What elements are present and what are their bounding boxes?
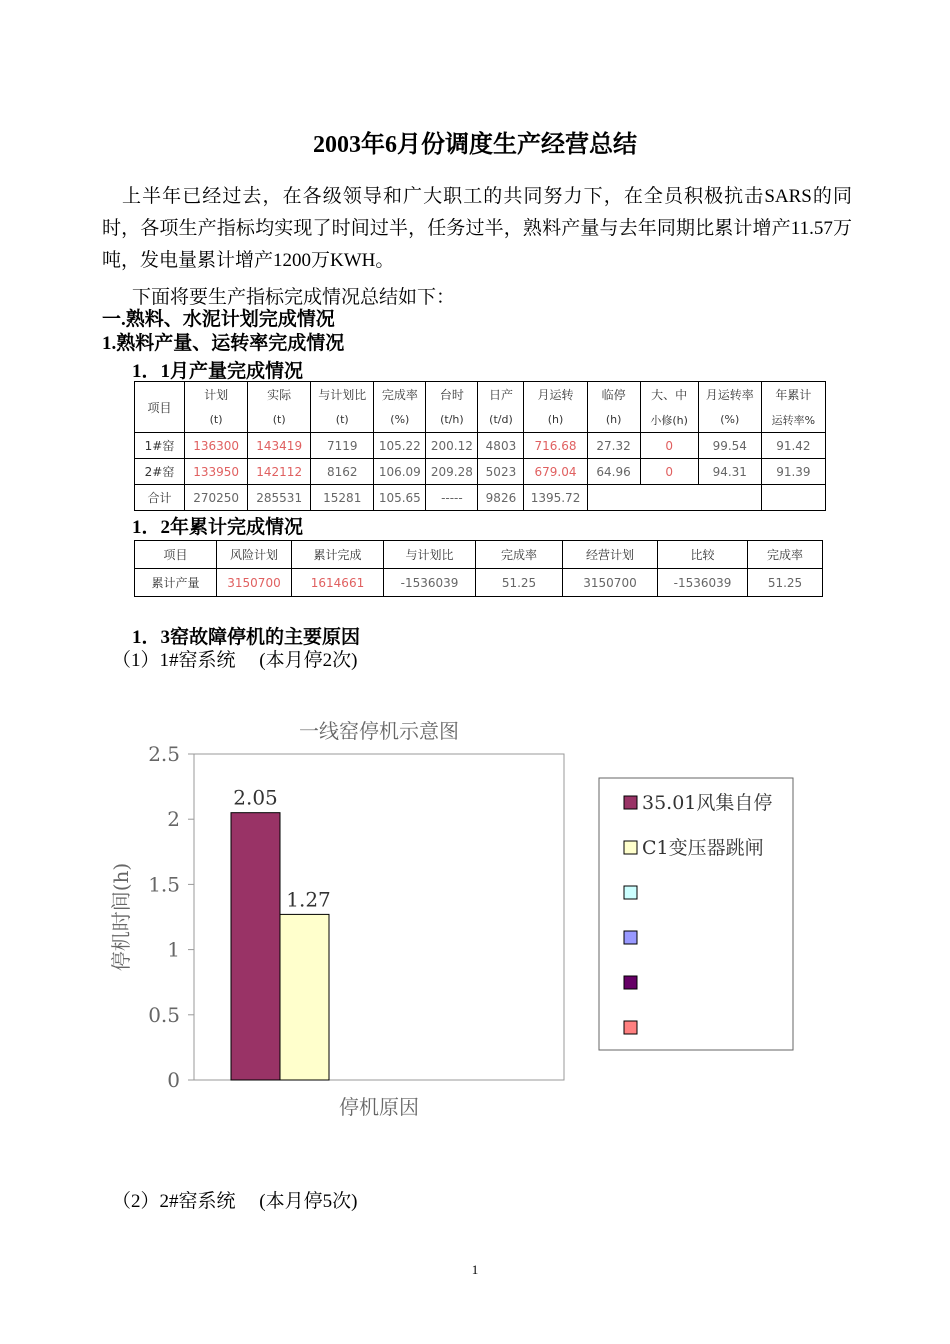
table-cell: 51.25 [748,569,823,597]
table-cell: 0 [640,459,698,485]
kiln2-subheading: （2）2#窑系统 (本月停5次) [112,1191,358,1212]
table-cell: 3150700 [217,569,292,597]
table-cell: 9826 [478,485,524,511]
header-cell: 比较 [658,541,748,569]
unit-cell: (t) [248,407,311,433]
table-unit-row [135,407,826,433]
bar-data-label: 1.27 [286,887,331,912]
table-cell: 8162 [311,459,374,485]
header-cell: 完成率 [374,382,426,408]
unit-cell: (t/d) [478,407,524,433]
table-cell: 91.42 [761,433,825,459]
table-cell: 4803 [478,433,524,459]
table-cell: 1395.72 [524,485,587,511]
table-cell [761,485,825,511]
legend-label: C1变压器跳闸 [642,837,764,859]
table-cell: 142112 [248,459,311,485]
table-cell [587,485,761,511]
table-cell: 106.09 [374,459,426,485]
header-cell: 风险计划 [217,541,292,569]
header-cell: 累计完成 [292,541,384,569]
table-cell: 143419 [248,433,311,459]
header-cell: 临停 [587,382,640,408]
legend-swatch [624,1021,637,1034]
y-tick-label: 2 [167,807,180,832]
legend-swatch [624,931,637,944]
table-cell: -1536039 [384,569,476,597]
legend-swatch [624,886,637,899]
bar [280,914,329,1080]
header-cell: 年累计 [761,382,825,408]
table-cell: 1614661 [292,569,384,597]
row-label: 累计产量 [135,569,217,597]
header-cell: 完成率 [748,541,823,569]
table-cell: -1536039 [658,569,748,597]
table-cell: 7119 [311,433,374,459]
chart-title: 一线窑停机示意图 [299,719,459,743]
table-row [135,433,826,459]
y-tick-label: 1 [167,937,180,962]
monthly-production-table [134,381,826,511]
kiln1-subheading: （1）1#窑系统 (本月停2次) [112,650,358,671]
header-cell: 项目 [135,382,185,433]
annual-cumulative-table [134,540,823,597]
row-label: 1#窑 [135,433,185,459]
y-axis-label: 停机时间(h) [109,862,133,972]
section-heading-1-1: 1.熟料产量、运转率完成情况 [102,333,345,354]
bar [231,813,280,1080]
section-heading-1: 一.熟料、水泥计划完成情况 [102,309,335,330]
header-cell: 与计划比 [384,541,476,569]
table-header-row [135,541,823,569]
table-cell: 270250 [185,485,248,511]
unit-cell: 小修(h) [640,407,698,433]
bar-data-label: 2.05 [233,785,278,810]
table-row [135,459,826,485]
unit-cell: (t) [311,407,374,433]
table-cell: 716.68 [524,433,587,459]
y-tick-label: 1.5 [148,872,180,897]
table-cell: 285531 [248,485,311,511]
table-cell: 64.96 [587,459,640,485]
unit-cell: 运转率% [761,407,825,433]
legend-swatch [624,976,637,989]
table-cell: 94.31 [698,459,761,485]
legend-box [599,778,793,1050]
header-cell: 项目 [135,541,217,569]
header-cell: 大、中 [640,382,698,408]
header-cell: 与计划比 [311,382,374,408]
table-cell: 15281 [311,485,374,511]
legend-swatch [624,841,637,854]
table-cell: 51.25 [476,569,563,597]
kiln-downtime-chart [100,712,820,1132]
y-tick-label: 0.5 [148,1002,180,1027]
header-cell: 计划 [185,382,248,408]
table-cell: 5023 [478,459,524,485]
table-cell: 105.22 [374,433,426,459]
section-heading-1-1-2: 1．2年累计完成情况 [132,517,304,538]
unit-cell: (t) [185,407,248,433]
table-cell: 200.12 [426,433,478,459]
document-title: 2003年6月份调度生产经营总结 [313,132,637,158]
unit-cell: (h) [587,407,640,433]
unit-cell: (h) [524,407,587,433]
unit-cell: (%) [698,407,761,433]
table-cell: 105.65 [374,485,426,511]
page-number: 1 [471,1262,479,1277]
table-cell: ----- [426,485,478,511]
summary-lead: 下面将要生产指标完成情况总结如下： [132,287,456,308]
table-row [135,485,826,511]
header-cell: 台时 [426,382,478,408]
table-cell: 91.39 [761,459,825,485]
row-label: 2#窑 [135,459,185,485]
header-cell: 月运转率 [698,382,761,408]
y-tick-label: 2.5 [148,742,180,766]
row-label: 合计 [135,485,185,511]
table-cell: 27.32 [587,433,640,459]
table-cell: 0 [640,433,698,459]
header-cell: 日产 [478,382,524,408]
header-cell: 实际 [248,382,311,408]
table-cell: 133950 [185,459,248,485]
unit-cell: (t/h) [426,407,478,433]
legend-swatch [624,796,637,809]
table-header-row [135,382,826,408]
section-heading-1-1-1: 1．1月产量完成情况 [132,361,304,382]
table-cell: 679.04 [524,459,587,485]
table-cell: 209.28 [426,459,478,485]
section-heading-1-1-3: 1．3窑故障停机的主要原因 [132,627,361,648]
table-row [135,569,823,597]
header-cell: 经营计划 [563,541,658,569]
header-cell: 完成率 [476,541,563,569]
table-cell: 3150700 [563,569,658,597]
header-cell: 月运转 [524,382,587,408]
x-axis-label: 停机原因 [339,1095,419,1119]
unit-cell: (%) [374,407,426,433]
legend-label: 35.01风集自停 [642,792,773,814]
table-cell: 99.54 [698,433,761,459]
intro-paragraph: 上半年已经过去，在各级领导和广大职工的共同努力下，在全员积极抗击SARS的同时，各项生产指标均实现了时间过半，任务过半，熟料产量与去年同期比累计增产11.57万吨，发电量累计增产1200万KWH。 [102,186,852,271]
table-cell: 136300 [185,433,248,459]
y-tick-label: 0 [167,1068,180,1092]
